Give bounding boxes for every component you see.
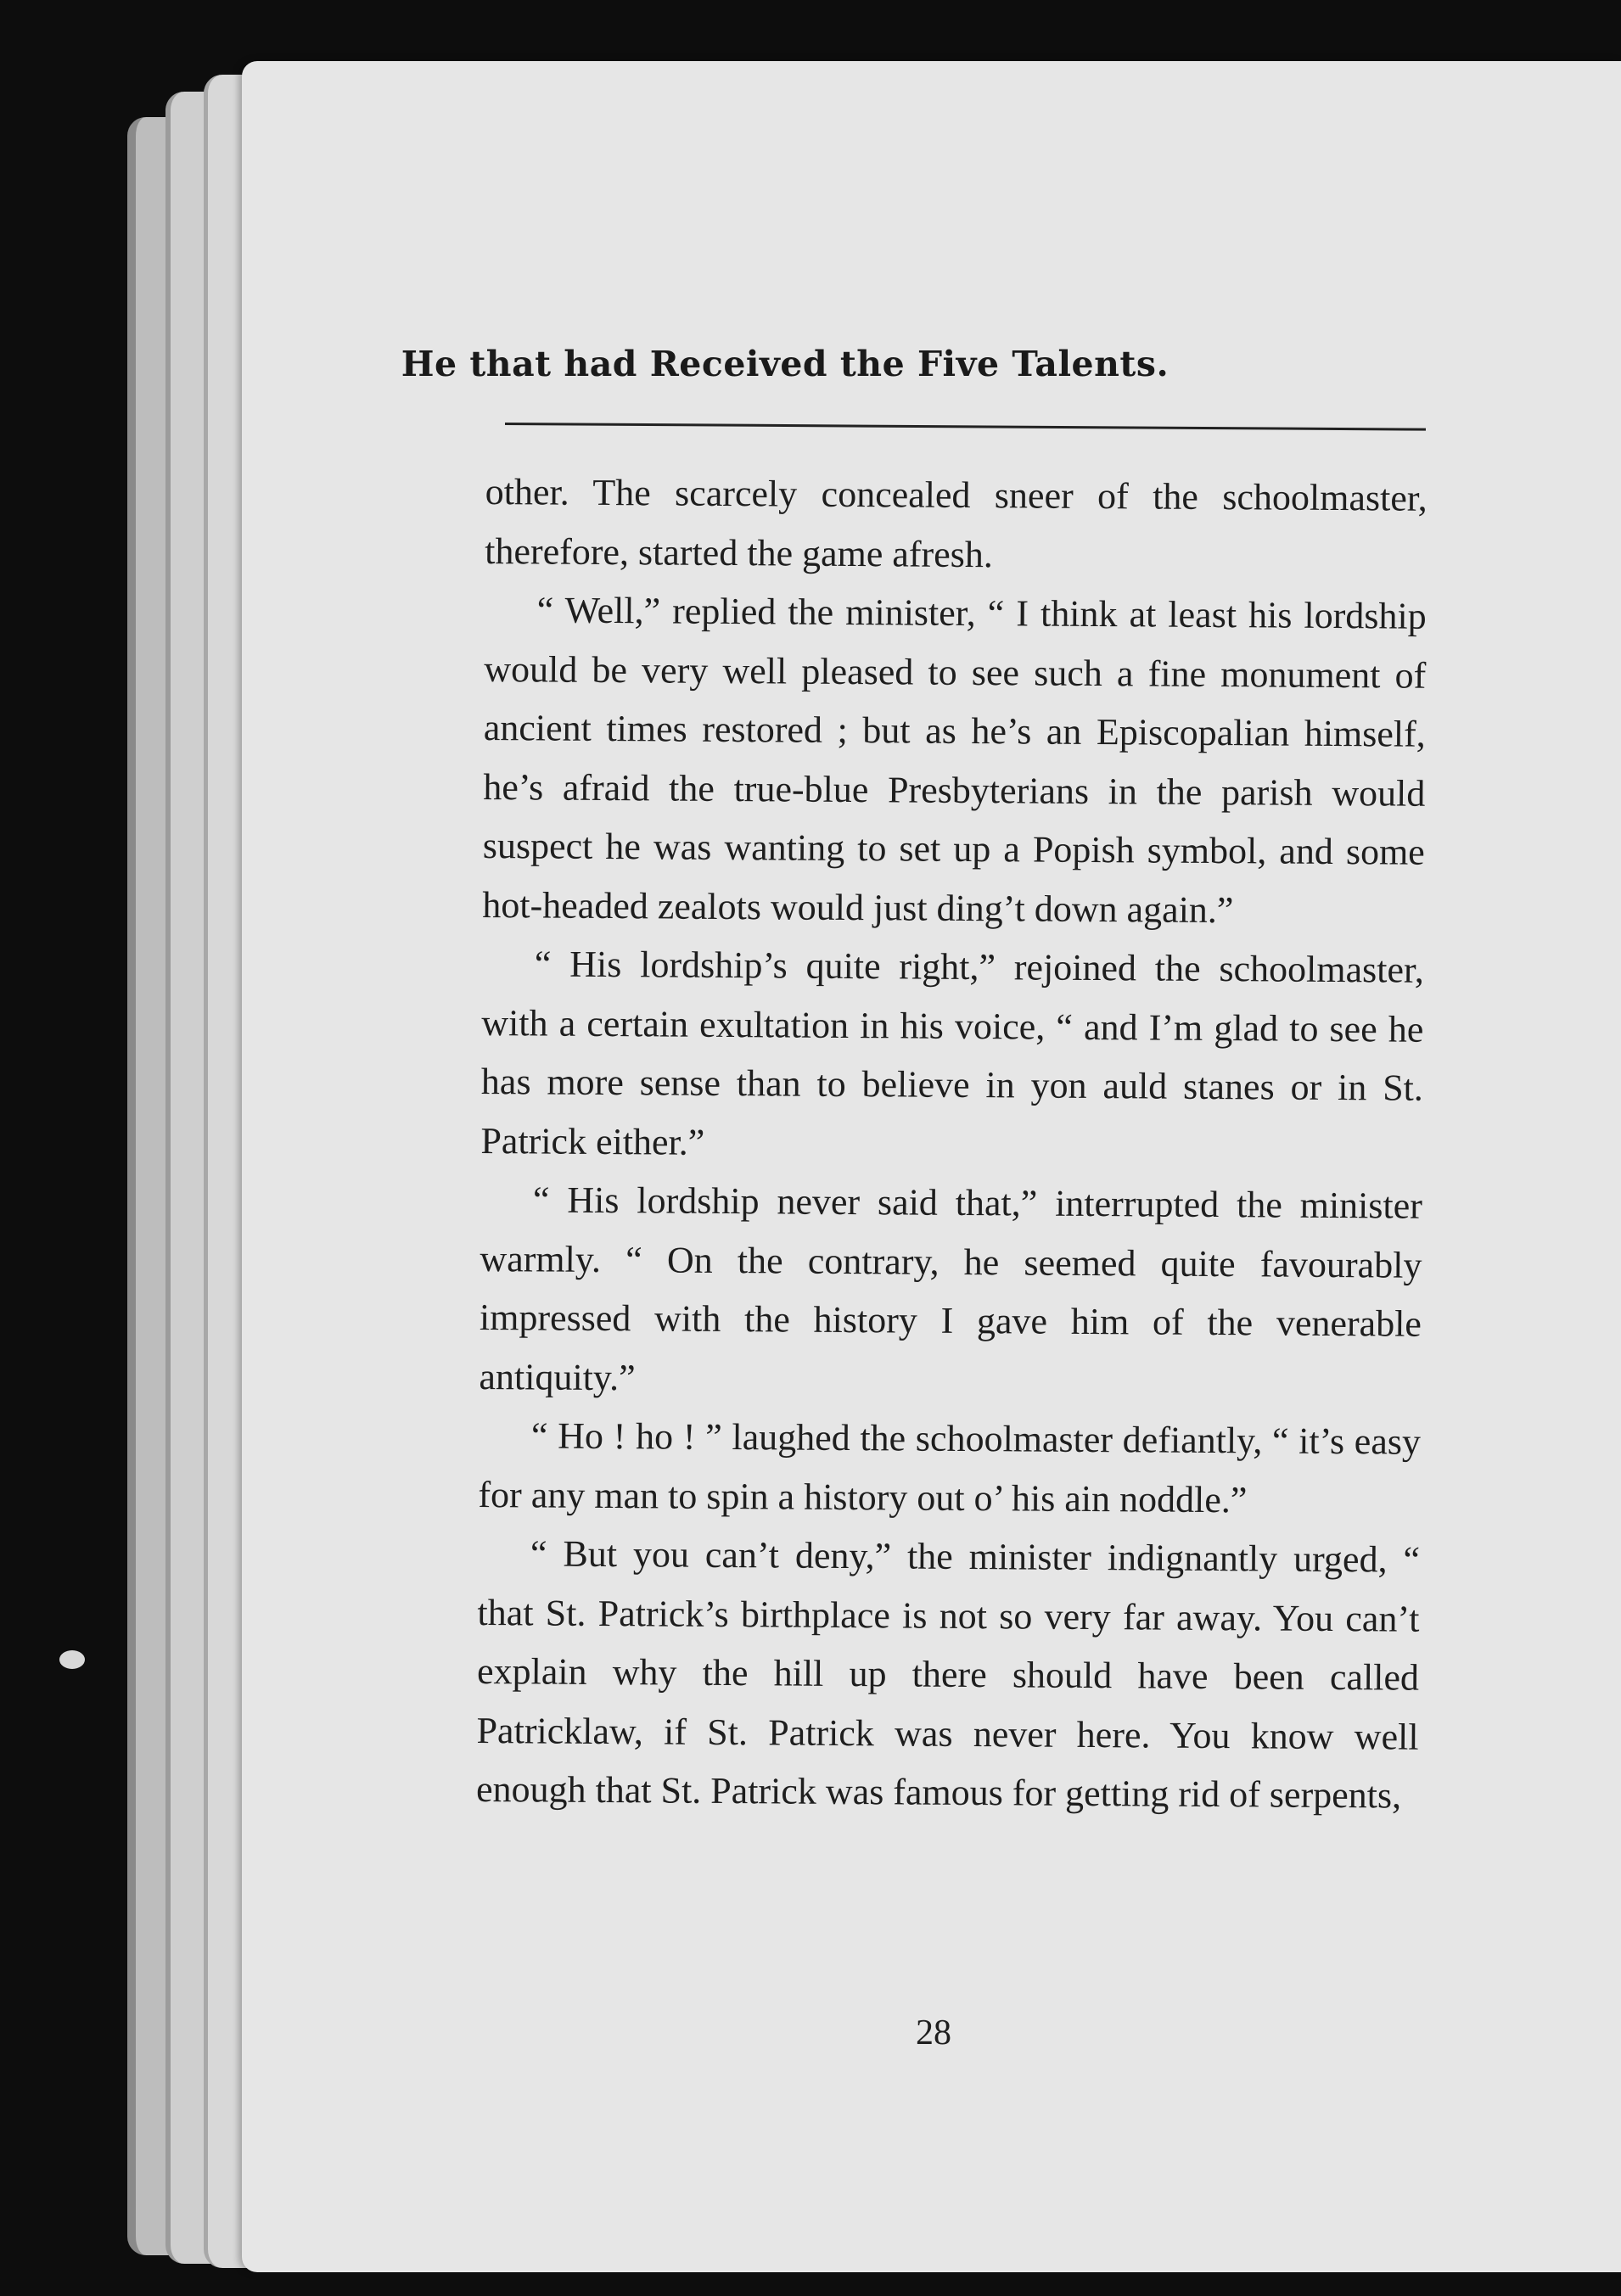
body-text <box>476 462 1427 1825</box>
paragraph: “ Ho ! ho ! ” laughed the schoolmaster defiantly, “ it’s easy for any man to spin a history out o’ his ain noddle.” <box>478 1414 1422 1520</box>
paragraph: “ His lordship never said that,” interrupted the minister warmly. “ On the contrary, he seemed quite favourably impressed with the history I gave him of the venerable antiquity.” <box>479 1179 1423 1398</box>
page-number: 28 <box>916 2013 951 2052</box>
running-head: He that had Received the Five Talents. <box>401 344 1169 384</box>
paragraph: “ His lordship’s quite right,” rejoined the schoolmaster, with a certain exultation in his voice, “ and I’m glad to see he has more sense than to believe in yon auld stanes or in St. Patrick either.” <box>480 943 1425 1163</box>
paragraph: other. The scarcely concealed sneer of the schoolmaster, therefore, started the game afresh. <box>485 470 1427 575</box>
paragraph: “ Well,” replied the minister, “ I think at least his lordship would be very well pleased to see such a fine monument of ancient times restored ; but as he’s an Episcopalian himself, he’s afraid the true-blue Presbyterians in the parish would suspect he was wanting to set up a Popish symbol, and some hot-headed zealots would just ding’t down again.” <box>482 589 1427 931</box>
dust-speck <box>59 1650 85 1669</box>
paragraph: “ But you can’t deny,” the minister indignantly urged, “ that St. Patrick’s birthplace is not so very far away. You can’t explain why the hill up there should have been called Patricklaw, if St. Patrick was never here. You know well enough that St. Patrick was famous for getting rid of serpents, <box>475 1532 1421 1817</box>
